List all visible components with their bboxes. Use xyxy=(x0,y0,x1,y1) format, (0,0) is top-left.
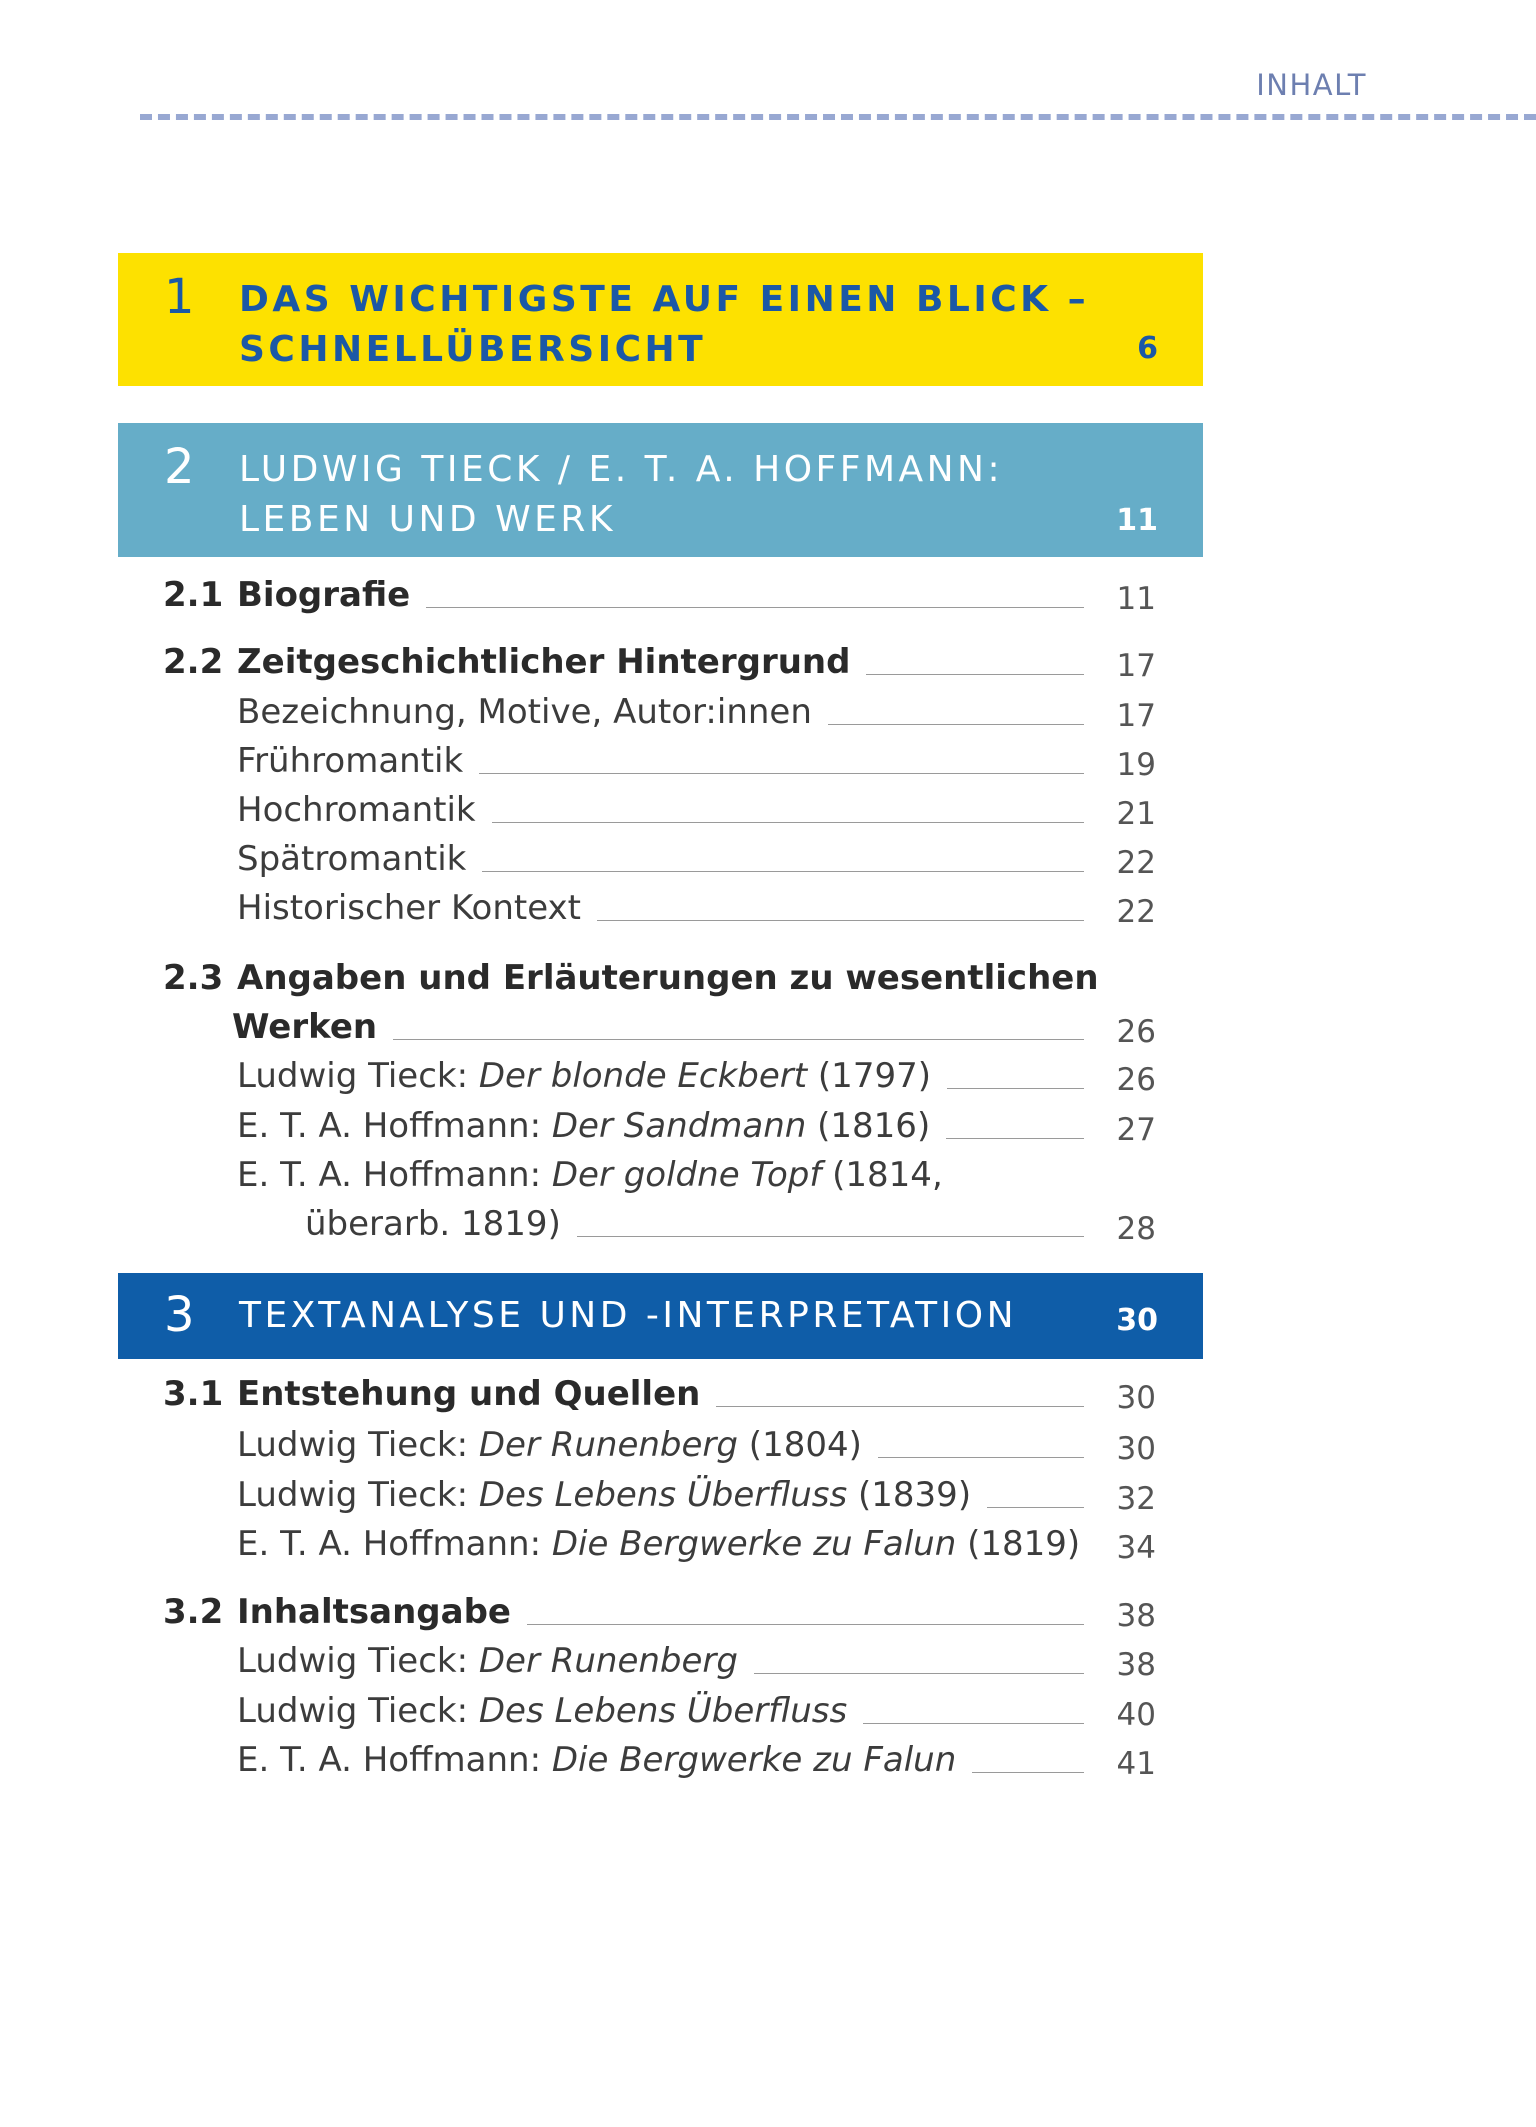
subentry-label: Hochromantik xyxy=(237,790,492,830)
toc-subentry[interactable] xyxy=(0,1155,1536,1255)
work-year: (1804) xyxy=(738,1425,862,1465)
work-title: Des Lebens Überfluss xyxy=(478,1475,848,1515)
toc-subentry[interactable] xyxy=(0,1106,1536,1154)
author-name: Ludwig Tieck: xyxy=(237,1641,479,1681)
toc-subentry[interactable] xyxy=(0,1524,1536,1572)
leader-line xyxy=(380,1039,1084,1040)
toc-subentry[interactable] xyxy=(0,1475,1536,1523)
work-year: (1819) xyxy=(956,1524,1081,1564)
page-number: 17 xyxy=(1116,648,1156,684)
toc-subentry[interactable] xyxy=(0,1425,1536,1473)
work-title: Der Sandmann xyxy=(551,1106,807,1146)
subentry-label: Spätromantik xyxy=(237,839,482,879)
page-number: 19 xyxy=(1116,747,1156,783)
chapter-title-line-1: DAS WICHTIGSTE AUF EINEN BLICK – xyxy=(239,279,1090,320)
section-number: 3.2 xyxy=(163,1592,224,1632)
subentry-label xyxy=(237,1425,878,1465)
chapter-title: TEXTANALYSE UND -INTERPRETATION xyxy=(239,1295,1018,1336)
page-number: 34 xyxy=(1116,1530,1156,1566)
author-name: Ludwig Tieck: xyxy=(237,1475,479,1515)
chapter-number: 3 xyxy=(164,1287,195,1343)
section-label-line-1: Angaben und Erläuterungen zu wesentlichen xyxy=(237,958,1115,998)
page-number: 32 xyxy=(1116,1481,1156,1517)
chapter-page-number: 6 xyxy=(1137,331,1158,366)
chapter-title-line-1: LUDWIG TIECK / E. T. A. HOFFMANN: xyxy=(239,449,1004,490)
subentry-label xyxy=(237,1106,946,1146)
leader-line xyxy=(665,1406,1084,1407)
page-number: 38 xyxy=(1116,1598,1156,1634)
work-title: Der Runenberg xyxy=(478,1641,738,1681)
work-title: Der blonde Eckbert xyxy=(478,1056,808,1096)
page-number: 27 xyxy=(1116,1112,1156,1148)
leader-line xyxy=(720,1673,1084,1674)
leader-line xyxy=(500,1624,1084,1625)
toc-entry-2-2[interactable] xyxy=(0,642,1536,690)
leader-line xyxy=(830,1723,1084,1724)
toc-subentry[interactable] xyxy=(0,888,1536,936)
page-number: 22 xyxy=(1116,845,1156,881)
subentry-label xyxy=(237,1056,947,1096)
toc-entry-3-2[interactable] xyxy=(0,1592,1536,1640)
section-label: Inhaltsangabe xyxy=(237,1592,527,1632)
header-label: INHALT xyxy=(1256,68,1367,102)
chapter-title xyxy=(239,275,1089,375)
subentry-label xyxy=(237,1155,959,1195)
work-title: Der goldne Topf xyxy=(551,1155,822,1195)
chapter-title-line-2: SCHNELLÜBERSICHT xyxy=(239,329,707,370)
leader-line xyxy=(475,773,1084,774)
leader-line xyxy=(470,871,1084,872)
page-number: 21 xyxy=(1116,796,1156,832)
page-number: 38 xyxy=(1116,1647,1156,1683)
subentry-label-line-2: überarb. 1819) xyxy=(305,1204,577,1244)
chapter-page-number: 11 xyxy=(1116,503,1158,538)
page-number: 17 xyxy=(1116,698,1156,734)
leader-line xyxy=(810,724,1084,725)
chapter-title-line-2: LEBEN UND WERK xyxy=(239,499,617,540)
page-number: 22 xyxy=(1116,894,1156,930)
work-year: (1816) xyxy=(806,1106,931,1146)
author-name: E. T. A. Hoffmann: xyxy=(237,1524,552,1564)
page-number: 26 xyxy=(1116,1062,1156,1098)
toc-subentry[interactable] xyxy=(0,1740,1536,1788)
work-year: (1797) xyxy=(807,1056,931,1096)
toc-subentry[interactable] xyxy=(0,790,1536,838)
leader-line xyxy=(485,822,1084,823)
section-number: 2.2 xyxy=(163,642,224,682)
chapter-number: 2 xyxy=(164,439,195,495)
author-name: E. T. A. Hoffmann: xyxy=(237,1740,552,1780)
chapter-2-banner[interactable] xyxy=(118,423,1203,557)
section-label: Biografie xyxy=(237,575,426,615)
toc-subentry[interactable] xyxy=(0,839,1536,887)
section-label: Zeitgeschichtlicher Hintergrund xyxy=(237,642,866,682)
author-name: Ludwig Tieck: xyxy=(237,1425,479,1465)
work-title: Die Bergwerke zu Falun xyxy=(551,1740,957,1780)
work-title: Des Lebens Überfluss xyxy=(478,1691,848,1731)
leader-line xyxy=(585,920,1084,921)
subentry-label xyxy=(237,1740,972,1780)
work-year: (1814, xyxy=(821,1155,943,1195)
author-name: E. T. A. Hoffmann: xyxy=(237,1106,552,1146)
header-dashed-rule xyxy=(140,114,1536,120)
leader-line xyxy=(405,607,1084,608)
toc-subentry[interactable] xyxy=(0,1691,1536,1739)
subentry-label: Frühromantik xyxy=(237,741,479,781)
chapter-number: 1 xyxy=(164,269,195,325)
toc-entry-2-1[interactable] xyxy=(0,575,1536,623)
toc-subentry[interactable] xyxy=(0,1641,1536,1689)
chapter-3-banner[interactable] xyxy=(118,1273,1203,1359)
toc-subentry[interactable] xyxy=(0,692,1536,740)
toc-entry-2-3[interactable] xyxy=(0,958,1536,1058)
author-name: E. T. A. Hoffmann: xyxy=(237,1155,552,1195)
toc-subentry[interactable] xyxy=(0,741,1536,789)
page-number: 30 xyxy=(1116,1380,1156,1416)
subentry-label: Historischer Kontext xyxy=(237,888,597,928)
section-number: 2.1 xyxy=(163,575,224,615)
subentry-label: Bezeichnung, Motive, Autor:innen xyxy=(237,692,828,732)
author-name: Ludwig Tieck: xyxy=(237,1691,479,1731)
chapter-1-banner[interactable] xyxy=(118,253,1203,386)
section-number: 2.3 xyxy=(163,958,224,998)
section-label: Entstehung und Quellen xyxy=(237,1374,716,1414)
subentry-label xyxy=(237,1691,863,1731)
work-title: Der Runenberg xyxy=(478,1425,738,1465)
page-number: 11 xyxy=(1116,581,1156,617)
page-number: 30 xyxy=(1116,1431,1156,1467)
page-number: 41 xyxy=(1116,1746,1156,1782)
section-label-line-2: Werken xyxy=(232,1007,393,1047)
leader-line xyxy=(560,1236,1084,1237)
page-number: 26 xyxy=(1116,1014,1156,1050)
work-year: (1839) xyxy=(847,1475,972,1515)
subentry-label xyxy=(237,1524,1088,1564)
toc-subentry[interactable] xyxy=(0,1056,1536,1104)
toc-entry-3-1[interactable] xyxy=(0,1374,1536,1422)
page-number: 40 xyxy=(1116,1697,1156,1733)
page-number: 28 xyxy=(1116,1211,1156,1247)
subentry-label xyxy=(237,1475,987,1515)
section-number: 3.1 xyxy=(163,1374,224,1414)
author-name: Ludwig Tieck: xyxy=(237,1056,479,1096)
work-title: Die Bergwerke zu Falun xyxy=(551,1524,957,1564)
chapter-page-number: 30 xyxy=(1116,1303,1158,1338)
chapter-title xyxy=(239,445,1003,545)
subentry-label xyxy=(237,1641,754,1681)
